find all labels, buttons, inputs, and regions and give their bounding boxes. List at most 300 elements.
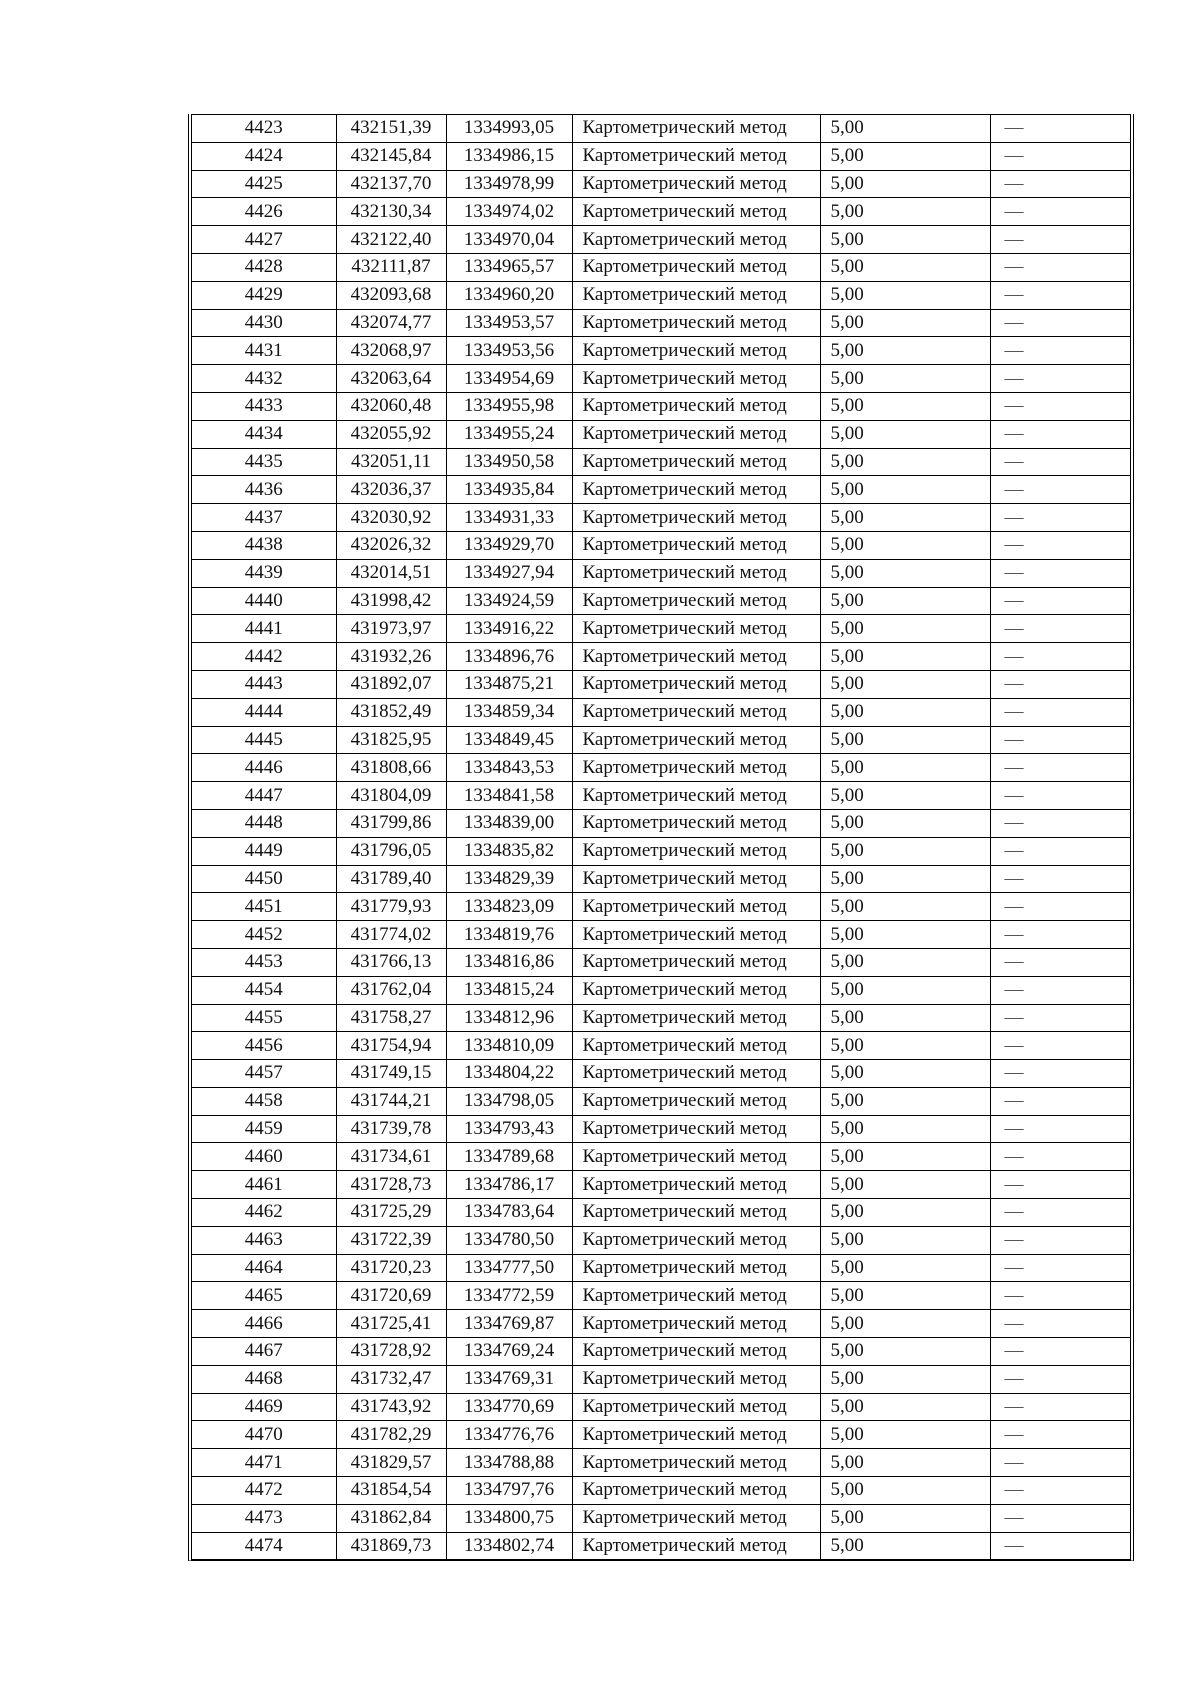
y-coordinate-cell: 1334929,70 xyxy=(446,531,572,559)
table-row xyxy=(192,893,1130,921)
table-row xyxy=(192,1004,1130,1032)
table-row xyxy=(192,643,1130,671)
accuracy-cell: 5,00 xyxy=(820,253,990,281)
note-cell: — xyxy=(990,1087,1130,1115)
accuracy-cell: 5,00 xyxy=(820,1226,990,1254)
point-number-cell: 4465 xyxy=(192,1282,336,1310)
point-number-cell: 4454 xyxy=(192,976,336,1004)
table-row xyxy=(192,1532,1130,1560)
method-cell: Картометрический метод xyxy=(572,921,820,949)
note-cell: — xyxy=(990,1115,1130,1143)
accuracy-cell: 5,00 xyxy=(820,1032,990,1060)
y-coordinate-cell: 1334786,17 xyxy=(446,1171,572,1199)
x-coordinate-cell: 431932,26 xyxy=(336,643,446,671)
method-cell: Картометрический метод xyxy=(572,392,820,420)
method-cell: Картометрический метод xyxy=(572,1143,820,1171)
note-cell: — xyxy=(990,1504,1130,1532)
accuracy-cell: 5,00 xyxy=(820,1115,990,1143)
method-cell: Картометрический метод xyxy=(572,337,820,365)
y-coordinate-cell: 1334978,99 xyxy=(446,170,572,198)
table-row xyxy=(192,559,1130,587)
x-coordinate-cell: 431725,29 xyxy=(336,1199,446,1227)
accuracy-cell: 5,00 xyxy=(820,476,990,504)
y-coordinate-cell: 1334815,24 xyxy=(446,976,572,1004)
table-row xyxy=(192,1449,1130,1477)
table-row xyxy=(192,1143,1130,1171)
y-coordinate-cell: 1334965,57 xyxy=(446,253,572,281)
x-coordinate-cell: 431734,61 xyxy=(336,1143,446,1171)
x-coordinate-cell: 432111,87 xyxy=(336,253,446,281)
accuracy-cell: 5,00 xyxy=(820,170,990,198)
point-number-cell: 4458 xyxy=(192,1087,336,1115)
table-row xyxy=(192,1060,1130,1088)
table-row xyxy=(192,365,1130,393)
point-number-cell: 4471 xyxy=(192,1449,336,1477)
method-cell: Картометрический метод xyxy=(572,1226,820,1254)
accuracy-cell: 5,00 xyxy=(820,1171,990,1199)
point-number-cell: 4448 xyxy=(192,809,336,837)
table-row xyxy=(192,281,1130,309)
accuracy-cell: 5,00 xyxy=(820,1254,990,1282)
method-cell: Картометрический метод xyxy=(572,1087,820,1115)
note-cell: — xyxy=(990,281,1130,309)
y-coordinate-cell: 1334954,69 xyxy=(446,365,572,393)
y-coordinate-cell: 1334783,64 xyxy=(446,1199,572,1227)
method-cell: Картометрический метод xyxy=(572,142,820,170)
x-coordinate-cell: 431766,13 xyxy=(336,948,446,976)
note-cell: — xyxy=(990,1171,1130,1199)
method-cell: Картометрический метод xyxy=(572,198,820,226)
method-cell: Картометрический метод xyxy=(572,865,820,893)
table-row xyxy=(192,448,1130,476)
point-number-cell: 4451 xyxy=(192,893,336,921)
y-coordinate-cell: 1334816,86 xyxy=(446,948,572,976)
table-row xyxy=(192,531,1130,559)
y-coordinate-cell: 1334974,02 xyxy=(446,198,572,226)
table-row xyxy=(192,670,1130,698)
point-number-cell: 4468 xyxy=(192,1365,336,1393)
x-coordinate-cell: 431796,05 xyxy=(336,837,446,865)
accuracy-cell: 5,00 xyxy=(820,782,990,810)
point-number-cell: 4455 xyxy=(192,1004,336,1032)
note-cell: — xyxy=(990,1004,1130,1032)
point-number-cell: 4464 xyxy=(192,1254,336,1282)
note-cell: — xyxy=(990,976,1130,1004)
table-row xyxy=(192,115,1130,143)
table-row xyxy=(192,1032,1130,1060)
method-cell: Картометрический метод xyxy=(572,1004,820,1032)
note-cell: — xyxy=(990,226,1130,254)
y-coordinate-cell: 1334955,98 xyxy=(446,392,572,420)
y-coordinate-cell: 1334841,58 xyxy=(446,782,572,810)
point-number-cell: 4445 xyxy=(192,726,336,754)
method-cell: Картометрический метод xyxy=(572,115,820,143)
y-coordinate-cell: 1334819,76 xyxy=(446,921,572,949)
x-coordinate-cell: 431725,41 xyxy=(336,1310,446,1338)
y-coordinate-cell: 1334896,76 xyxy=(446,643,572,671)
x-coordinate-cell: 431782,29 xyxy=(336,1421,446,1449)
note-cell: — xyxy=(990,365,1130,393)
note-cell: — xyxy=(990,1060,1130,1088)
note-cell: — xyxy=(990,115,1130,143)
accuracy-cell: 5,00 xyxy=(820,1060,990,1088)
point-number-cell: 4453 xyxy=(192,948,336,976)
y-coordinate-cell: 1334798,05 xyxy=(446,1087,572,1115)
accuracy-cell: 5,00 xyxy=(820,1282,990,1310)
y-coordinate-cell: 1334953,57 xyxy=(446,309,572,337)
point-number-cell: 4459 xyxy=(192,1115,336,1143)
note-cell: — xyxy=(990,1310,1130,1338)
note-cell: — xyxy=(990,615,1130,643)
x-coordinate-cell: 432145,84 xyxy=(336,142,446,170)
accuracy-cell: 5,00 xyxy=(820,420,990,448)
point-number-cell: 4474 xyxy=(192,1532,336,1560)
method-cell: Картометрический метод xyxy=(572,726,820,754)
y-coordinate-cell: 1334924,59 xyxy=(446,587,572,615)
point-number-cell: 4450 xyxy=(192,865,336,893)
table-row xyxy=(192,615,1130,643)
method-cell: Картометрический метод xyxy=(572,976,820,1004)
y-coordinate-cell: 1334800,75 xyxy=(446,1504,572,1532)
table-row xyxy=(192,337,1130,365)
y-coordinate-cell: 1334986,15 xyxy=(446,142,572,170)
method-cell: Картометрический метод xyxy=(572,1115,820,1143)
point-number-cell: 4473 xyxy=(192,1504,336,1532)
note-cell: — xyxy=(990,448,1130,476)
accuracy-cell: 5,00 xyxy=(820,809,990,837)
point-number-cell: 4425 xyxy=(192,170,336,198)
point-number-cell: 4463 xyxy=(192,1226,336,1254)
point-number-cell: 4446 xyxy=(192,754,336,782)
y-coordinate-cell: 1334931,33 xyxy=(446,504,572,532)
method-cell: Картометрический метод xyxy=(572,420,820,448)
table-row xyxy=(192,1393,1130,1421)
method-cell: Картометрический метод xyxy=(572,226,820,254)
x-coordinate-cell: 432063,64 xyxy=(336,365,446,393)
y-coordinate-cell: 1334953,56 xyxy=(446,337,572,365)
accuracy-cell: 5,00 xyxy=(820,754,990,782)
note-cell: — xyxy=(990,726,1130,754)
x-coordinate-cell: 431973,97 xyxy=(336,615,446,643)
x-coordinate-cell: 431808,66 xyxy=(336,754,446,782)
note-cell: — xyxy=(990,559,1130,587)
accuracy-cell: 5,00 xyxy=(820,365,990,393)
x-coordinate-cell: 432036,37 xyxy=(336,476,446,504)
accuracy-cell: 5,00 xyxy=(820,1310,990,1338)
note-cell: — xyxy=(990,253,1130,281)
note-cell: — xyxy=(990,309,1130,337)
method-cell: Картометрический метод xyxy=(572,1310,820,1338)
accuracy-cell: 5,00 xyxy=(820,1365,990,1393)
point-number-cell: 4460 xyxy=(192,1143,336,1171)
note-cell: — xyxy=(990,643,1130,671)
accuracy-cell: 5,00 xyxy=(820,893,990,921)
x-coordinate-cell: 431728,92 xyxy=(336,1338,446,1366)
table-row xyxy=(192,1226,1130,1254)
note-cell: — xyxy=(990,921,1130,949)
accuracy-cell: 5,00 xyxy=(820,142,990,170)
table-row xyxy=(192,253,1130,281)
y-coordinate-cell: 1334829,39 xyxy=(446,865,572,893)
method-cell: Картометрический метод xyxy=(572,698,820,726)
point-number-cell: 4427 xyxy=(192,226,336,254)
table-row xyxy=(192,476,1130,504)
point-number-cell: 4447 xyxy=(192,782,336,810)
method-cell: Картометрический метод xyxy=(572,476,820,504)
y-coordinate-cell: 1334812,96 xyxy=(446,1004,572,1032)
method-cell: Картометрический метод xyxy=(572,1282,820,1310)
method-cell: Картометрический метод xyxy=(572,170,820,198)
table-row xyxy=(192,698,1130,726)
point-number-cell: 4441 xyxy=(192,615,336,643)
method-cell: Картометрический метод xyxy=(572,1532,820,1560)
y-coordinate-cell: 1334797,76 xyxy=(446,1477,572,1505)
method-cell: Картометрический метод xyxy=(572,504,820,532)
note-cell: — xyxy=(990,1477,1130,1505)
accuracy-cell: 5,00 xyxy=(820,1199,990,1227)
note-cell: — xyxy=(990,754,1130,782)
method-cell: Картометрический метод xyxy=(572,948,820,976)
accuracy-cell: 5,00 xyxy=(820,615,990,643)
method-cell: Картометрический метод xyxy=(572,1477,820,1505)
x-coordinate-cell: 432093,68 xyxy=(336,281,446,309)
note-cell: — xyxy=(990,170,1130,198)
point-number-cell: 4428 xyxy=(192,253,336,281)
accuracy-cell: 5,00 xyxy=(820,670,990,698)
table-body xyxy=(192,115,1130,1560)
method-cell: Картометрический метод xyxy=(572,1254,820,1282)
table-row xyxy=(192,587,1130,615)
y-coordinate-cell: 1334835,82 xyxy=(446,837,572,865)
accuracy-cell: 5,00 xyxy=(820,309,990,337)
method-cell: Картометрический метод xyxy=(572,1449,820,1477)
point-number-cell: 4434 xyxy=(192,420,336,448)
table-row xyxy=(192,226,1130,254)
note-cell: — xyxy=(990,198,1130,226)
y-coordinate-cell: 1334993,05 xyxy=(446,115,572,143)
note-cell: — xyxy=(990,1421,1130,1449)
coordinates-table xyxy=(192,114,1130,1560)
y-coordinate-cell: 1334793,43 xyxy=(446,1115,572,1143)
method-cell: Картометрический метод xyxy=(572,1393,820,1421)
method-cell: Картометрический метод xyxy=(572,309,820,337)
x-coordinate-cell: 431998,42 xyxy=(336,587,446,615)
note-cell: — xyxy=(990,698,1130,726)
note-cell: — xyxy=(990,587,1130,615)
accuracy-cell: 5,00 xyxy=(820,1004,990,1032)
x-coordinate-cell: 432137,70 xyxy=(336,170,446,198)
note-cell: — xyxy=(990,948,1130,976)
point-number-cell: 4472 xyxy=(192,1477,336,1505)
accuracy-cell: 5,00 xyxy=(820,976,990,1004)
x-coordinate-cell: 431829,57 xyxy=(336,1449,446,1477)
note-cell: — xyxy=(990,782,1130,810)
point-number-cell: 4433 xyxy=(192,392,336,420)
y-coordinate-cell: 1334802,74 xyxy=(446,1532,572,1560)
accuracy-cell: 5,00 xyxy=(820,587,990,615)
x-coordinate-cell: 432051,11 xyxy=(336,448,446,476)
note-cell: — xyxy=(990,1226,1130,1254)
note-cell: — xyxy=(990,142,1130,170)
note-cell: — xyxy=(990,337,1130,365)
accuracy-cell: 5,00 xyxy=(820,198,990,226)
note-cell: — xyxy=(990,1032,1130,1060)
table-row xyxy=(192,754,1130,782)
table-row xyxy=(192,865,1130,893)
table-row xyxy=(192,921,1130,949)
point-number-cell: 4423 xyxy=(192,115,336,143)
note-cell: — xyxy=(990,865,1130,893)
accuracy-cell: 5,00 xyxy=(820,531,990,559)
table-row xyxy=(192,1171,1130,1199)
method-cell: Картометрический метод xyxy=(572,1032,820,1060)
accuracy-cell: 5,00 xyxy=(820,392,990,420)
accuracy-cell: 5,00 xyxy=(820,948,990,976)
note-cell: — xyxy=(990,392,1130,420)
x-coordinate-cell: 431789,40 xyxy=(336,865,446,893)
accuracy-cell: 5,00 xyxy=(820,1504,990,1532)
x-coordinate-cell: 431732,47 xyxy=(336,1365,446,1393)
note-cell: — xyxy=(990,1449,1130,1477)
method-cell: Картометрический метод xyxy=(572,587,820,615)
note-cell: — xyxy=(990,1338,1130,1366)
y-coordinate-cell: 1334769,87 xyxy=(446,1310,572,1338)
method-cell: Картометрический метод xyxy=(572,1171,820,1199)
point-number-cell: 4457 xyxy=(192,1060,336,1088)
accuracy-cell: 5,00 xyxy=(820,1393,990,1421)
point-number-cell: 4424 xyxy=(192,142,336,170)
accuracy-cell: 5,00 xyxy=(820,726,990,754)
accuracy-cell: 5,00 xyxy=(820,448,990,476)
point-number-cell: 4426 xyxy=(192,198,336,226)
y-coordinate-cell: 1334935,84 xyxy=(446,476,572,504)
y-coordinate-cell: 1334950,58 xyxy=(446,448,572,476)
accuracy-cell: 5,00 xyxy=(820,1338,990,1366)
y-coordinate-cell: 1334916,22 xyxy=(446,615,572,643)
note-cell: — xyxy=(990,1254,1130,1282)
method-cell: Картометрический метод xyxy=(572,1199,820,1227)
coordinates-table-frame xyxy=(188,114,1134,1561)
x-coordinate-cell: 432030,92 xyxy=(336,504,446,532)
y-coordinate-cell: 1334777,50 xyxy=(446,1254,572,1282)
table-row xyxy=(192,198,1130,226)
point-number-cell: 4440 xyxy=(192,587,336,615)
y-coordinate-cell: 1334769,24 xyxy=(446,1338,572,1366)
y-coordinate-cell: 1334770,69 xyxy=(446,1393,572,1421)
accuracy-cell: 5,00 xyxy=(820,559,990,587)
y-coordinate-cell: 1334955,24 xyxy=(446,420,572,448)
accuracy-cell: 5,00 xyxy=(820,921,990,949)
accuracy-cell: 5,00 xyxy=(820,281,990,309)
table-row xyxy=(192,1254,1130,1282)
table-row xyxy=(192,1310,1130,1338)
table-row xyxy=(192,948,1130,976)
x-coordinate-cell: 431862,84 xyxy=(336,1504,446,1532)
point-number-cell: 4430 xyxy=(192,309,336,337)
y-coordinate-cell: 1334849,45 xyxy=(446,726,572,754)
x-coordinate-cell: 431754,94 xyxy=(336,1032,446,1060)
y-coordinate-cell: 1334776,76 xyxy=(446,1421,572,1449)
point-number-cell: 4469 xyxy=(192,1393,336,1421)
note-cell: — xyxy=(990,476,1130,504)
accuracy-cell: 5,00 xyxy=(820,1143,990,1171)
table-row xyxy=(192,170,1130,198)
method-cell: Картометрический метод xyxy=(572,531,820,559)
table-row xyxy=(192,1365,1130,1393)
note-cell: — xyxy=(990,1365,1130,1393)
table-row xyxy=(192,1421,1130,1449)
x-coordinate-cell: 431749,15 xyxy=(336,1060,446,1088)
table-row xyxy=(192,1199,1130,1227)
x-coordinate-cell: 432068,97 xyxy=(336,337,446,365)
x-coordinate-cell: 431762,04 xyxy=(336,976,446,1004)
x-coordinate-cell: 431804,09 xyxy=(336,782,446,810)
point-number-cell: 4470 xyxy=(192,1421,336,1449)
y-coordinate-cell: 1334970,04 xyxy=(446,226,572,254)
x-coordinate-cell: 432151,39 xyxy=(336,115,446,143)
note-cell: — xyxy=(990,809,1130,837)
method-cell: Картометрический метод xyxy=(572,837,820,865)
method-cell: Картометрический метод xyxy=(572,559,820,587)
point-number-cell: 4456 xyxy=(192,1032,336,1060)
method-cell: Картометрический метод xyxy=(572,365,820,393)
x-coordinate-cell: 431852,49 xyxy=(336,698,446,726)
x-coordinate-cell: 432074,77 xyxy=(336,309,446,337)
x-coordinate-cell: 431743,92 xyxy=(336,1393,446,1421)
method-cell: Картометрический метод xyxy=(572,893,820,921)
x-coordinate-cell: 432130,34 xyxy=(336,198,446,226)
y-coordinate-cell: 1334859,34 xyxy=(446,698,572,726)
table-row xyxy=(192,976,1130,1004)
table-row xyxy=(192,1087,1130,1115)
table-row xyxy=(192,420,1130,448)
y-coordinate-cell: 1334788,88 xyxy=(446,1449,572,1477)
x-coordinate-cell: 431799,86 xyxy=(336,809,446,837)
y-coordinate-cell: 1334810,09 xyxy=(446,1032,572,1060)
method-cell: Картометрический метод xyxy=(572,253,820,281)
x-coordinate-cell: 431720,69 xyxy=(336,1282,446,1310)
y-coordinate-cell: 1334804,22 xyxy=(446,1060,572,1088)
method-cell: Картометрический метод xyxy=(572,782,820,810)
accuracy-cell: 5,00 xyxy=(820,1087,990,1115)
point-number-cell: 4467 xyxy=(192,1338,336,1366)
accuracy-cell: 5,00 xyxy=(820,865,990,893)
table-row xyxy=(192,1282,1130,1310)
x-coordinate-cell: 431825,95 xyxy=(336,726,446,754)
accuracy-cell: 5,00 xyxy=(820,337,990,365)
y-coordinate-cell: 1334769,31 xyxy=(446,1365,572,1393)
point-number-cell: 4444 xyxy=(192,698,336,726)
point-number-cell: 4452 xyxy=(192,921,336,949)
table-row xyxy=(192,809,1130,837)
method-cell: Картометрический метод xyxy=(572,1504,820,1532)
note-cell: — xyxy=(990,420,1130,448)
method-cell: Картометрический метод xyxy=(572,1421,820,1449)
note-cell: — xyxy=(990,531,1130,559)
table-row xyxy=(192,782,1130,810)
method-cell: Картометрический метод xyxy=(572,1338,820,1366)
x-coordinate-cell: 431722,39 xyxy=(336,1226,446,1254)
table-row xyxy=(192,1115,1130,1143)
method-cell: Картометрический метод xyxy=(572,754,820,782)
x-coordinate-cell: 432122,40 xyxy=(336,226,446,254)
x-coordinate-cell: 431739,78 xyxy=(336,1115,446,1143)
x-coordinate-cell: 431854,54 xyxy=(336,1477,446,1505)
x-coordinate-cell: 431744,21 xyxy=(336,1087,446,1115)
method-cell: Картометрический метод xyxy=(572,643,820,671)
table-row xyxy=(192,142,1130,170)
table-row xyxy=(192,392,1130,420)
